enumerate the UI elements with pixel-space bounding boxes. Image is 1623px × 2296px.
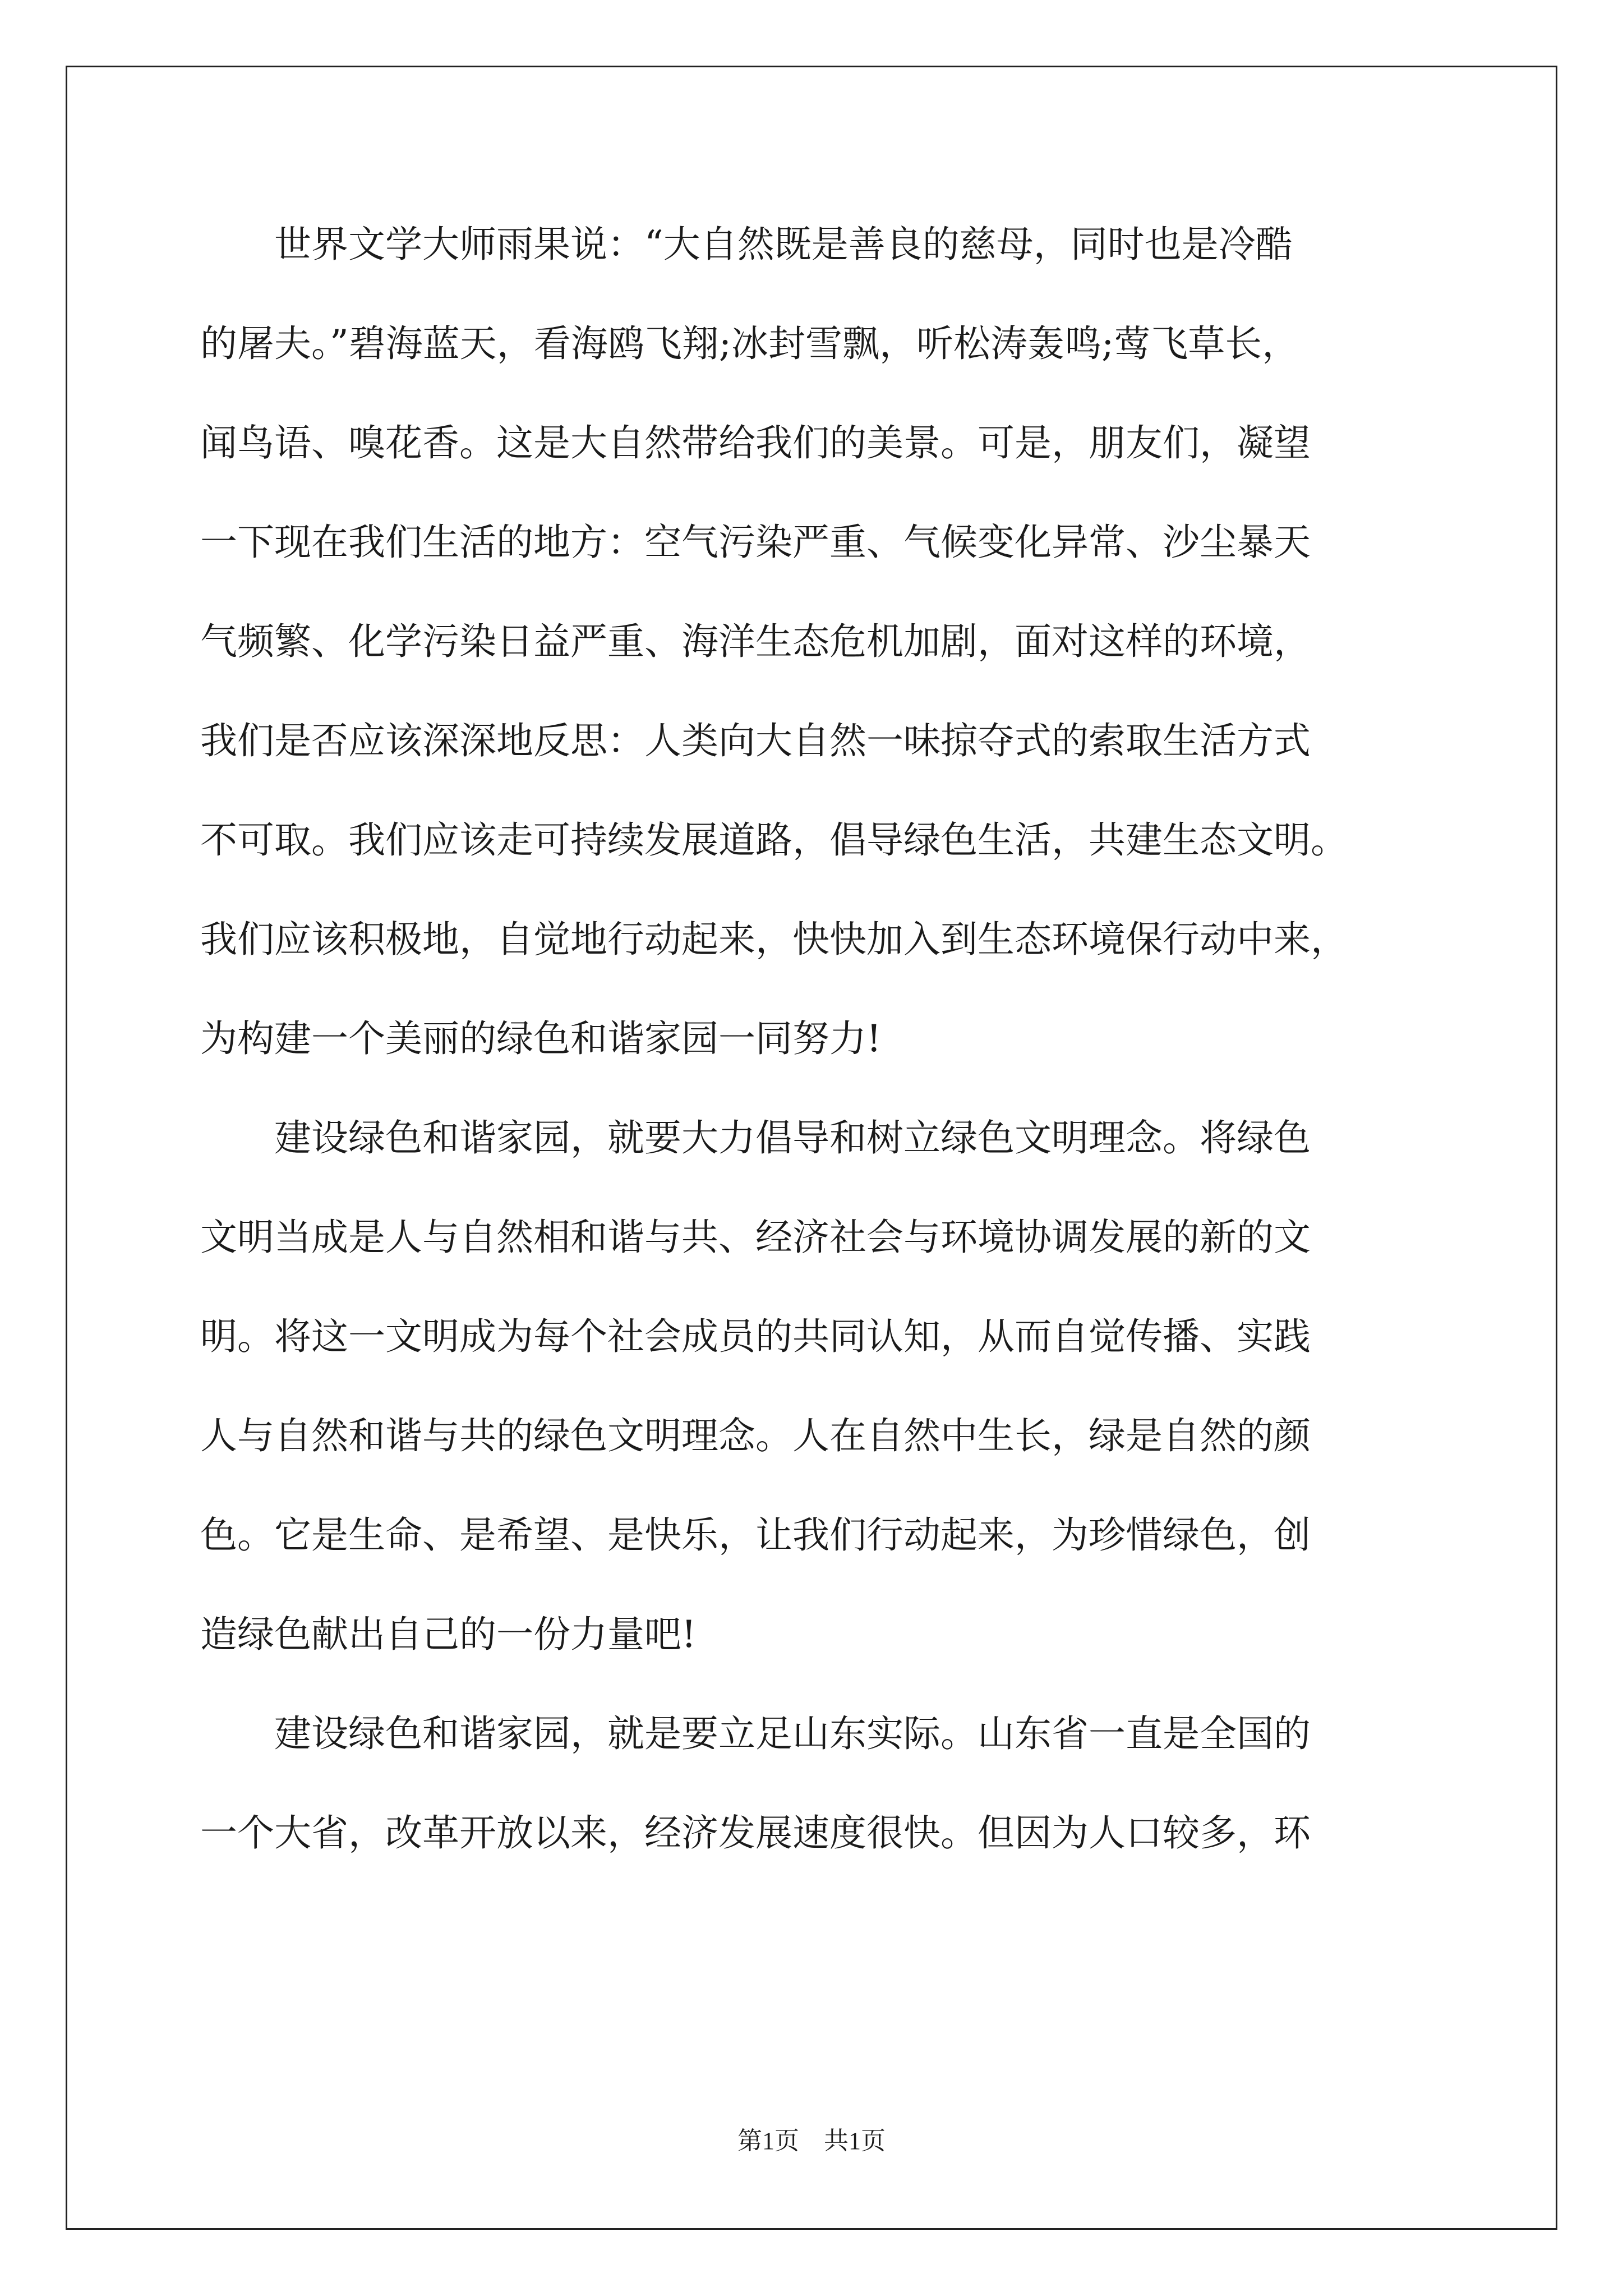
text-line: 建设绿色和谐家园，就要大力倡导和树立绿色文明理念。将绿色	[200, 1116, 1311, 1159]
text-line: 世界文学大师雨果说：“大自然既是善良的慈母，同时也是冷酷	[200, 223, 1293, 266]
text-line: 为构建一个美丽的绿色和谐家园一同努力!	[200, 1017, 882, 1060]
text-line: 闻鸟语、嗅花香。这是大自然带给我们的美景。可是，朋友们，凝望	[200, 421, 1311, 464]
text-line: 不可取。我们应该走可持续发展道路，倡导绿色生活，共建生态文明。	[200, 818, 1348, 862]
text-line: 建设绿色和谐家园，就是要立足山东实际。山东省一直是全国的	[200, 1712, 1311, 1755]
text-line: 明。将这一文明成为每个社会成员的共同认知，从而自觉传播、实践	[200, 1315, 1311, 1358]
text-line: 人与自然和谐与共的绿色文明理念。人在自然中生长，绿是自然的颜	[200, 1414, 1311, 1457]
text-line: 的屠夫。”碧海蓝天，看海鸥飞翔;冰封雪飘，听松涛轰鸣;莺飞草长，	[200, 322, 1299, 365]
text-line: 一个大省，改革开放以来，经济发展速度很快。但因为人口较多，环	[200, 1811, 1311, 1855]
text-line: 一下现在我们生活的地方：空气污染严重、气候变化异常、沙尘暴天	[200, 521, 1311, 564]
page-footer: 第1页 共1页	[737, 2127, 886, 2155]
text-line: 文明当成是人与自然相和谐与共、经济社会与环境协调发展的新的文	[200, 1216, 1311, 1259]
text-line: 我们是否应该深深地反思：人类向大自然一味掠夺式的索取生活方式	[200, 719, 1311, 762]
text-line: 色。它是生命、是希望、是快乐，让我们行动起来，为珍惜绿色，创	[200, 1513, 1311, 1557]
text-line: 造绿色献出自己的一份力量吧!	[200, 1613, 697, 1656]
text-line: 气频繁、化学污染日益严重、海洋生态危机加剧，面对这样的环境，	[200, 620, 1311, 663]
text-line: 我们应该积极地，自觉地行动起来，快快加入到生态环境保行动中来，	[200, 918, 1348, 961]
